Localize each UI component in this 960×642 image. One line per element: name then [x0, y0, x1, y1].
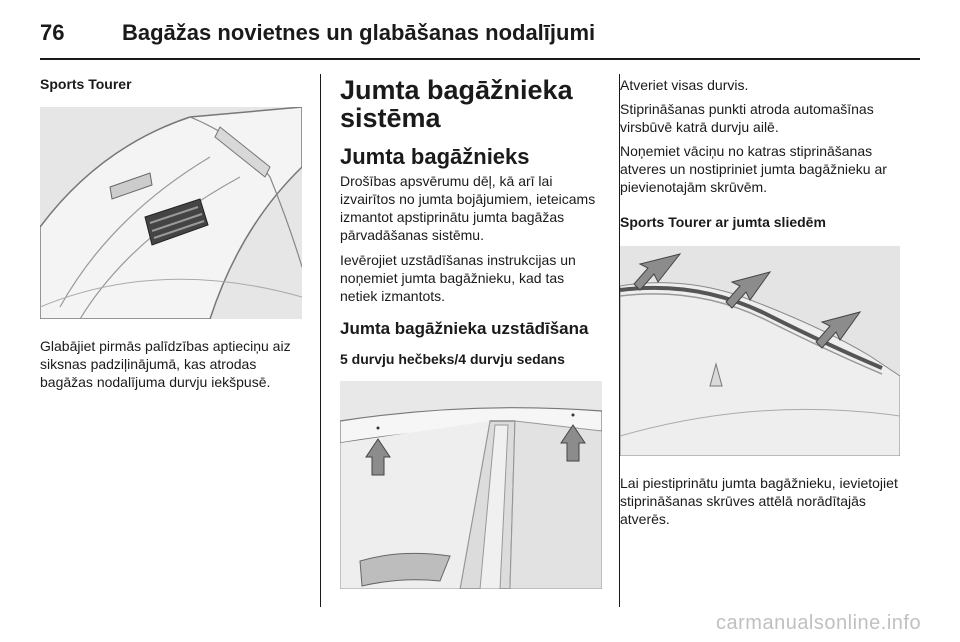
- roof-rack-heading: Jumta bagāžnieks: [340, 144, 530, 169]
- safety-paragraph: Drošības apsvērumu dēļ, kā arī lai izvairītos no jumta bojājumiem, ieteicams izmantot apstiprinātu jumta bagāžas pārvadāšanas sistēmu.: [340, 173, 596, 243]
- page-title: Bagāžas novietnes un glabāšanas nodalījumi: [122, 20, 596, 45]
- section-subheading: Sports Tourer: [40, 76, 132, 92]
- column-divider-1: [320, 74, 321, 607]
- trunk-first-aid-kit-illustration: [40, 107, 302, 319]
- mounting-points-paragraph: Stiprināšanas punkti atroda automašīnas virsbūvē katrā durvju ailē.: [620, 101, 874, 135]
- column-middle: [340, 76, 602, 589]
- column-right: [620, 76, 900, 528]
- roof-rails-tourer-illustration: [620, 246, 900, 456]
- insert-bolts-paragraph: Lai piestiprinātu jumta bagāžnieku, ievietojiet stiprināšanas skrūves attēlā norādītajās atverēs.: [620, 475, 898, 527]
- first-aid-kit-paragraph: Glabājiet pirmās palīdzības aptieciņu aiz siksnas padziļinājumā, kas atrodas bagāžas nodalījuma durvju iekšpusē.: [40, 338, 291, 390]
- site-watermark: carmanualsonline.info: [716, 612, 922, 634]
- page-number: 76: [40, 20, 65, 45]
- header-divider: [40, 58, 920, 60]
- roof-mounting-points-sedan-illustration: [340, 381, 602, 589]
- column-left: [40, 76, 302, 391]
- open-doors-paragraph: Atveriet visas durvis.: [620, 77, 749, 93]
- sedan-subheading: 5 durvju hečbeks/4 durvju sedans: [340, 351, 565, 367]
- remove-caps-paragraph: Noņemiet vāciņu no katras stiprināšanas atveres un nostipriniet jumta bagāžnieku ar pievienotajām skrūvēm.: [620, 143, 887, 195]
- page-header: [40, 20, 920, 50]
- tourer-rails-subheading: Sports Tourer ar jumta sliedēm: [620, 214, 826, 230]
- section-heading: Jumta bagāžnieka sistēma: [340, 75, 573, 133]
- instructions-paragraph: Ievērojiet uzstādīšanas instrukcijas un noņemiet jumta bagāžnieku, kad tas netiek izmantots.: [340, 252, 576, 304]
- installation-heading: Jumta bagāžnieka uzstādīšana: [340, 319, 589, 338]
